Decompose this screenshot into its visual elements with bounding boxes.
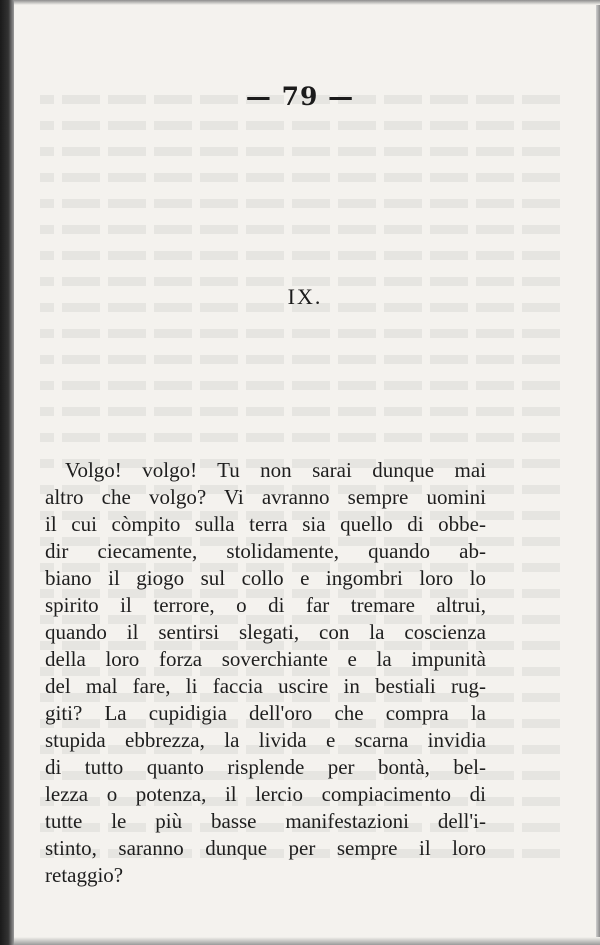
text-line: altro che volgo? Vi avranno sempre uomini [45,485,486,509]
text-line: dir ciecamente, stolidamente, quando ab- [45,539,486,563]
text-line: spirito il terrore, o di far tremare altrui, [45,593,486,617]
text-line: retaggio? [45,863,124,887]
bottom-page-edge [14,937,600,945]
right-page-edge [596,0,600,945]
text-line: tutte le più basse manifestazioni dell'i- [45,809,486,833]
text-line: stinto, saranno dunque per sempre il loro [45,836,486,860]
text-line: quando il sentirsi slegati, con la coscienza [45,620,486,644]
text-line: del mal fare, li faccia uscire in bestiali rug- [45,674,486,698]
body-paragraph [45,457,486,889]
text-line: lezza o potenza, il lercio compiacimento di [45,782,486,806]
text-line: il cui còmpito sulla terra sia quello di obbe- [45,512,486,536]
page-number: — 79 — [245,82,355,111]
text-line: giti? La cupidigia dell'oro che compra la [45,701,486,725]
text-line: di tutto quanto risplende per bontà, bel- [45,755,486,779]
text-line: della loro forza soverchiante e la impunità [45,647,486,671]
text-line: biano il giogo sul collo e ingombri loro lo [45,566,486,590]
binding-edge [0,0,14,945]
top-page-edge [14,0,600,5]
section-heading: IX. [287,284,323,309]
text-line: Volgo! volgo! Tu non sarai dunque mai [65,458,486,482]
text-line: stupida ebbrezza, la livida e scarna invidia [45,728,486,752]
